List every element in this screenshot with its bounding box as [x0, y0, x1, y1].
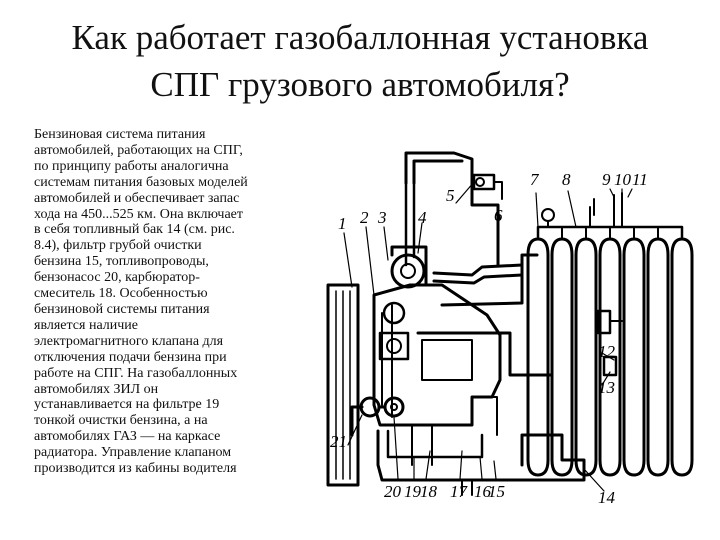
- callout-6: 6: [494, 206, 503, 225]
- callout-18: 18: [420, 482, 437, 501]
- body-line: смеситель 18. Особенностью: [34, 286, 208, 302]
- body-line: отключения подачи бензина при: [34, 349, 227, 365]
- callout-5: 5: [446, 186, 455, 205]
- body-line: хода на 450...525 км. Она включает: [34, 206, 243, 222]
- body-line: в себя топливный бак 14 (см. рис.: [34, 222, 235, 238]
- callout-17: 17: [450, 482, 467, 501]
- callout-12: 12: [598, 342, 615, 361]
- callout-9: 9: [602, 170, 611, 189]
- callout-10: 10: [614, 170, 631, 189]
- body-line: по принципу работы аналогична: [34, 158, 229, 174]
- callout-19: 19: [404, 482, 421, 501]
- body-line: автомобилей и обеспечивает запас: [34, 190, 240, 206]
- callout-7: 7: [530, 170, 539, 189]
- title-line-2: СПГ грузового автомобиля?: [150, 65, 570, 104]
- callout-1: 1: [338, 214, 347, 233]
- callout-3: 3: [378, 208, 387, 227]
- body-line: радиатора. Управление клапаном: [34, 445, 232, 461]
- callout-13: 13: [598, 378, 615, 397]
- body-line: тонкой очистки бензина, а на: [34, 413, 208, 429]
- body-text: [34, 127, 324, 477]
- callout-16: 16: [474, 482, 491, 501]
- body-line: бензиновой системы питания: [34, 301, 210, 317]
- callout-11: 11: [632, 170, 648, 189]
- body-line: работе на СПГ. На газобаллонных: [34, 365, 238, 381]
- body-line: автомобилях ЗИЛ он: [34, 381, 159, 397]
- body-line: Бензиновая система питания: [34, 127, 206, 142]
- body-line: устанавливается на фильтре 19: [34, 397, 220, 413]
- body-line: автомобилях ГАЗ — на каркасе: [34, 429, 221, 445]
- callout-8: 8: [562, 170, 571, 189]
- callout-2: 2: [360, 208, 369, 227]
- body-line: бензонасос 20, карбюратор-: [34, 270, 200, 286]
- body-line: системам питания базовых моделей: [34, 174, 248, 190]
- fuel-system-diagram: [322, 135, 714, 515]
- callout-14: 14: [598, 488, 615, 507]
- callout-21: 21: [330, 432, 347, 451]
- fuel-system-drawing: [322, 135, 714, 515]
- carburetor-mixer: [380, 247, 426, 359]
- title-line-1: Как работает газобаллонная установка: [71, 18, 649, 57]
- callout-4: 4: [418, 208, 427, 227]
- slide-title: [0, 14, 720, 108]
- body-line: автомобилей, работающих на СПГ,: [34, 142, 243, 158]
- radiator: [328, 285, 358, 485]
- body-line: электромагнитного клапана для: [34, 333, 224, 349]
- callout-15: 15: [488, 482, 505, 501]
- body-line: производится из кабины водителя: [34, 461, 237, 477]
- body-line: 8.4), фильтр грубой очистки: [34, 238, 202, 254]
- body-line: бензина 15, топливопроводы,: [34, 254, 209, 270]
- body-line: является наличие: [34, 317, 139, 333]
- callout-20: 20: [384, 482, 401, 501]
